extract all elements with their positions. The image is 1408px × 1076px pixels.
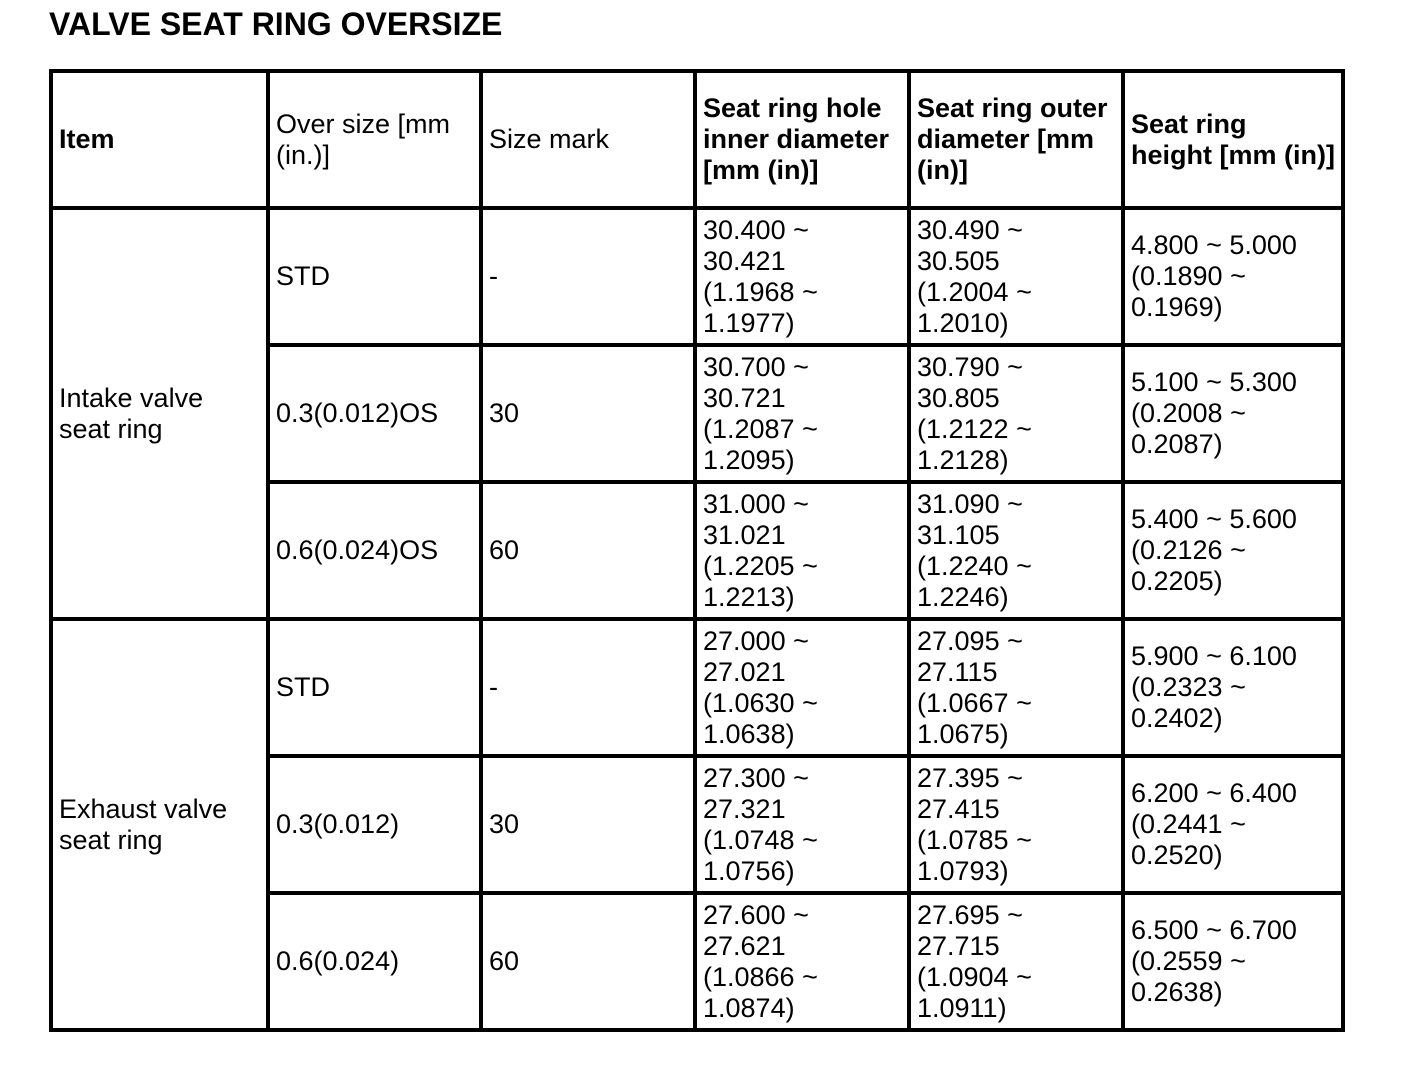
header-inner-diameter: Seat ring hole inner diameter [mm (in)] [695,71,909,208]
outer-diameter-cell: 27.395 ~ 27.415 (1.0785 ~ 1.0793) [909,756,1123,893]
height-cell: 5.900 ~ 6.100 (0.2323 ~ 0.2402) [1123,619,1343,756]
item-cell-exhaust: Exhaust valve seat ring [51,619,268,1030]
height-cell: 5.400 ~ 5.600 (0.2126 ~ 0.2205) [1123,482,1343,619]
outer-diameter-cell: 30.790 ~ 30.805 (1.2122 ~ 1.2128) [909,345,1123,482]
header-outer-diameter: Seat ring outer diameter [mm (in)] [909,71,1123,208]
size-mark-cell: 30 [481,756,695,893]
size-mark-cell: 30 [481,345,695,482]
inner-diameter-cell: 27.300 ~ 27.321 (1.0748 ~ 1.0756) [695,756,909,893]
oversize-cell: 0.3(0.012)OS [268,345,481,482]
oversize-cell: STD [268,619,481,756]
oversize-cell: 0.6(0.024) [268,893,481,1030]
oversize-cell: 0.3(0.012) [268,756,481,893]
oversize-cell: STD [268,208,481,345]
inner-diameter-cell: 27.600 ~ 27.621 (1.0866 ~ 1.0874) [695,893,909,1030]
table-row [51,208,1343,345]
outer-diameter-cell: 27.695 ~ 27.715 (1.0904 ~ 1.0911) [909,893,1123,1030]
size-mark-cell: - [481,208,695,345]
outer-diameter-cell: 31.090 ~ 31.105 (1.2240 ~ 1.2246) [909,482,1123,619]
inner-diameter-cell: 30.400 ~ 30.421 (1.1968 ~ 1.1977) [695,208,909,345]
height-cell: 6.500 ~ 6.700 (0.2559 ~ 0.2638) [1123,893,1343,1030]
height-cell: 4.800 ~ 5.000 (0.1890 ~ 0.1969) [1123,208,1343,345]
valve-seat-ring-table [49,69,1345,1032]
header-height: Seat ring height [mm (in)] [1123,71,1343,208]
size-mark-cell: 60 [481,482,695,619]
outer-diameter-cell: 27.095 ~ 27.115 (1.0667 ~ 1.0675) [909,619,1123,756]
header-item: Item [51,71,268,208]
height-cell: 5.100 ~ 5.300 (0.2008 ~ 0.2087) [1123,345,1343,482]
inner-diameter-cell: 30.700 ~ 30.721 (1.2087 ~ 1.2095) [695,345,909,482]
header-oversize: Over size [mm (in.)] [268,71,481,208]
table-row [51,619,1343,756]
page-title: VALVE SEAT RING OVERSIZE [49,6,503,42]
oversize-cell: 0.6(0.024)OS [268,482,481,619]
item-cell-intake: Intake valve seat ring [51,208,268,619]
size-mark-cell: 60 [481,893,695,1030]
outer-diameter-cell: 30.490 ~ 30.505 (1.2004 ~ 1.2010) [909,208,1123,345]
height-cell: 6.200 ~ 6.400 (0.2441 ~ 0.2520) [1123,756,1343,893]
inner-diameter-cell: 31.000 ~ 31.021 (1.2205 ~ 1.2213) [695,482,909,619]
header-size-mark: Size mark [481,71,695,208]
header-row [51,71,1343,208]
inner-diameter-cell: 27.000 ~ 27.021 (1.0630 ~ 1.0638) [695,619,909,756]
size-mark-cell: - [481,619,695,756]
